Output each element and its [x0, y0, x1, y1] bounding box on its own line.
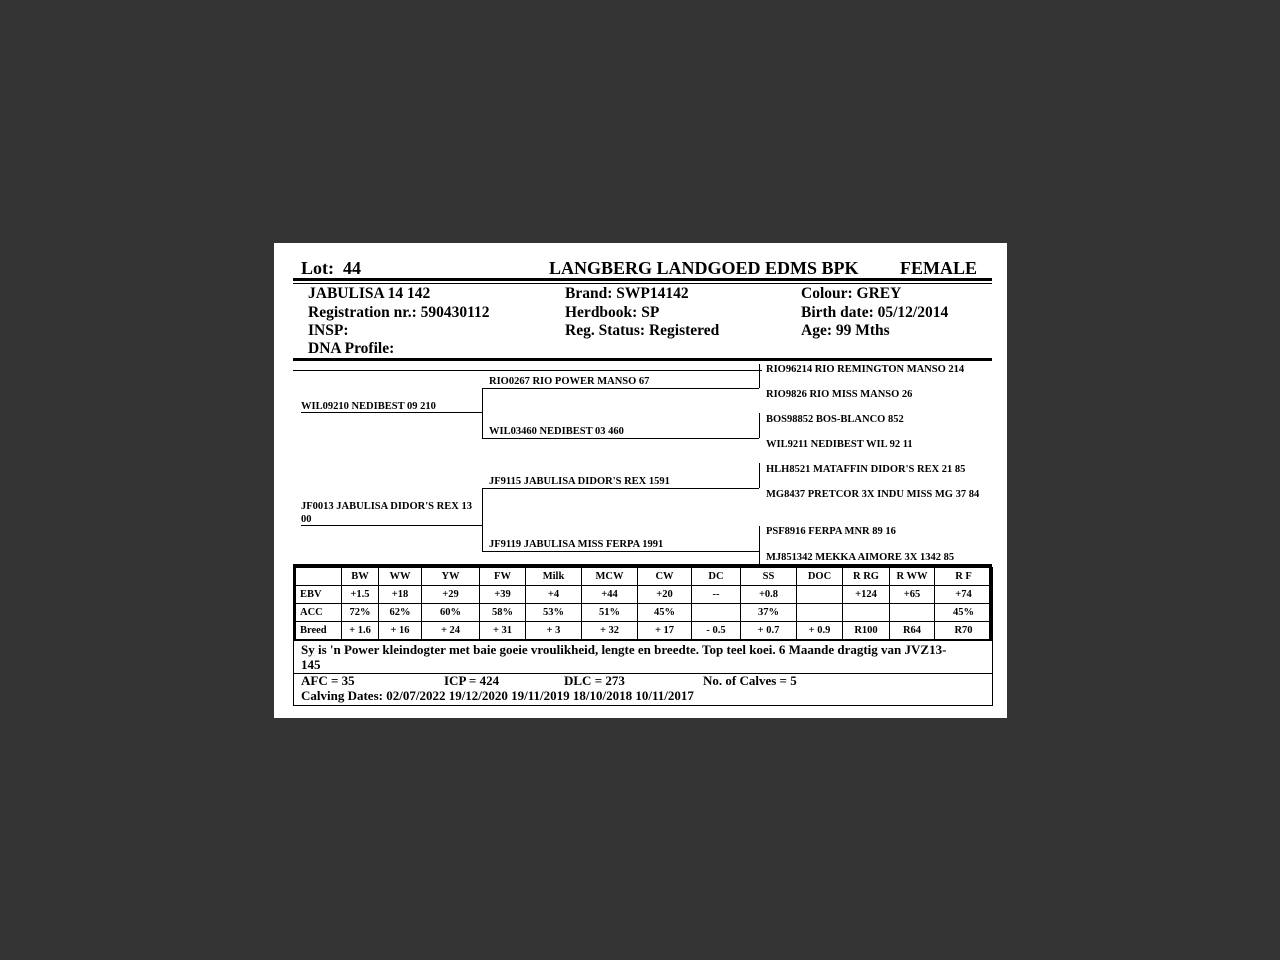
table-cell: + 1.6	[342, 622, 379, 640]
table-row	[294, 586, 993, 604]
table-header-cell: FW	[480, 568, 526, 586]
table-row	[294, 622, 993, 640]
table-row-label: EBV	[294, 586, 342, 604]
table-row-label: Breed	[294, 622, 342, 640]
table-cell: +124	[843, 586, 890, 604]
table-row-label: ACC	[294, 604, 342, 622]
table-cell: + 16	[379, 622, 422, 640]
pedigree-ggp-4: WIL9211 NEDIBEST WIL 92 11	[766, 439, 913, 450]
pedigree-ggp-5: HLH8521 MATAFFIN DIDOR'S REX 21 85	[766, 464, 966, 475]
table-cell	[692, 604, 741, 622]
reg-status: Reg. Status: Registered	[565, 322, 720, 339]
pedigree-sire: WIL09210 NEDIBEST 09 210	[301, 401, 436, 412]
table-cell: --	[692, 586, 741, 604]
table-cell	[797, 586, 843, 604]
table-cell	[797, 604, 843, 622]
table-cell: 62%	[379, 604, 422, 622]
table-header-cell: YW	[422, 568, 480, 586]
table-cell: + 3	[526, 622, 582, 640]
table-cell: 51%	[582, 604, 638, 622]
table-header-cell	[294, 568, 342, 586]
table-row	[294, 604, 993, 622]
birth-date: Birth date: 05/12/2014	[801, 304, 949, 321]
pedigree-sire-dam: WIL03460 NEDIBEST 03 460	[489, 426, 624, 437]
pedigree-lines	[274, 243, 1007, 573]
table-header-cell: R WW	[890, 568, 935, 586]
pedigree-ggp-8: MJ851342 MEKKA AIMORE 3X 1342 85	[766, 552, 955, 563]
herdbook: Herdbook: SP	[565, 304, 660, 321]
table-cell: 72%	[342, 604, 379, 622]
table-cell: +1.5	[342, 586, 379, 604]
registration-number: Registration nr.: 590430112	[308, 304, 490, 321]
table-cell: +44	[582, 586, 638, 604]
dlc-value: DLC = 273	[564, 673, 625, 688]
table-cell: + 0.9	[797, 622, 843, 640]
table-header-cell: WW	[379, 568, 422, 586]
table-header-cell: DOC	[797, 568, 843, 586]
lot-card	[274, 243, 1007, 718]
comment-divider	[293, 673, 992, 674]
table-header-cell: MCW	[582, 568, 638, 586]
table-cell: 45%	[935, 604, 993, 622]
sex-label: FEMALE	[900, 258, 978, 278]
table-cell: +29	[422, 586, 480, 604]
animal-name: JABULISA 14 142	[308, 285, 431, 302]
age: Age: 99 Mths	[801, 322, 890, 339]
insp-label: INSP:	[308, 322, 349, 339]
dna-profile-label: DNA Profile:	[308, 340, 395, 357]
table-header-cell: R RG	[843, 568, 890, 586]
pedigree-dam-dam: JF9119 JABULISA MISS FERPA 1991	[489, 539, 664, 550]
colour: Colour: GREY	[801, 285, 902, 302]
table-header-cell: DC	[692, 568, 741, 586]
pedigree-ggp-2: RIO9826 RIO MISS MANSO 26	[766, 389, 913, 400]
lot-label-text: Lot:	[301, 258, 334, 278]
table-header-cell: Milk	[526, 568, 582, 586]
table-cell: + 32	[582, 622, 638, 640]
afc-value: AFC = 35	[301, 673, 355, 688]
table-cell: 60%	[422, 604, 480, 622]
table-cell: + 24	[422, 622, 480, 640]
pedigree-sire-sire: RIO0267 RIO POWER MANSO 67	[489, 376, 650, 387]
table-header-row	[294, 568, 993, 586]
table-cell: 53%	[526, 604, 582, 622]
table-header-cell: CW	[638, 568, 692, 586]
pedigree-dam: JF0013 JABULISA DIDOR'S REX 13	[301, 501, 472, 512]
calves-count: No. of Calves = 5	[703, 673, 797, 688]
performance-table	[293, 567, 993, 640]
icp-value: ICP = 424	[444, 673, 500, 688]
table-cell: 58%	[480, 604, 526, 622]
lot-number: 44	[343, 258, 361, 278]
table-cell: +39	[480, 586, 526, 604]
pedigree-ggp-6: MG8437 PRETCOR 3X INDU MISS MG 37 84	[766, 489, 980, 500]
table-cell: +65	[890, 586, 935, 604]
table-header-cell: R F	[935, 568, 993, 586]
table-header-cell: SS	[741, 568, 797, 586]
comment-line-2: 145	[301, 657, 321, 672]
brand: Brand: SWP14142	[565, 285, 689, 302]
table-cell: R64	[890, 622, 935, 640]
pedigree-dam-sire: JF9115 JABULISA DIDOR'S REX 1591	[489, 476, 670, 487]
table-cell	[890, 604, 935, 622]
table-cell: 37%	[741, 604, 797, 622]
table-cell: +18	[379, 586, 422, 604]
pedigree-ggp-7: PSF8916 FERPA MNR 89 16	[766, 526, 896, 537]
comment-line-1: Sy is 'n Power kleindogter met baie goeie vroulikheid, lengte en breedte. Top teel koei. 6 Maande dragtig van JVZ13-	[301, 642, 947, 657]
pedigree-ggp-3: BOS98852 BOS-BLANCO 852	[766, 414, 904, 425]
pedigree-ggp-1: RIO96214 RIO REMINGTON MANSO 214	[766, 364, 965, 375]
table-cell: R100	[843, 622, 890, 640]
table-cell: + 31	[480, 622, 526, 640]
table-cell: + 0.7	[741, 622, 797, 640]
table-cell: - 0.5	[692, 622, 741, 640]
table-cell	[843, 604, 890, 622]
table-cell: +0.8	[741, 586, 797, 604]
table-cell: R70	[935, 622, 993, 640]
table-cell: +4	[526, 586, 582, 604]
calving-dates: Calving Dates: 02/07/2022 19/12/2020 19/11/2019 18/10/2018 10/11/2017	[301, 688, 694, 703]
table-header-cell: BW	[342, 568, 379, 586]
seller-name: LANGBERG LANDGOED EDMS BPK	[549, 258, 859, 278]
table-cell: +74	[935, 586, 993, 604]
table-cell: + 17	[638, 622, 692, 640]
table-cell: 45%	[638, 604, 692, 622]
pedigree-dam-cont: 00	[301, 514, 312, 525]
table-cell: +20	[638, 586, 692, 604]
